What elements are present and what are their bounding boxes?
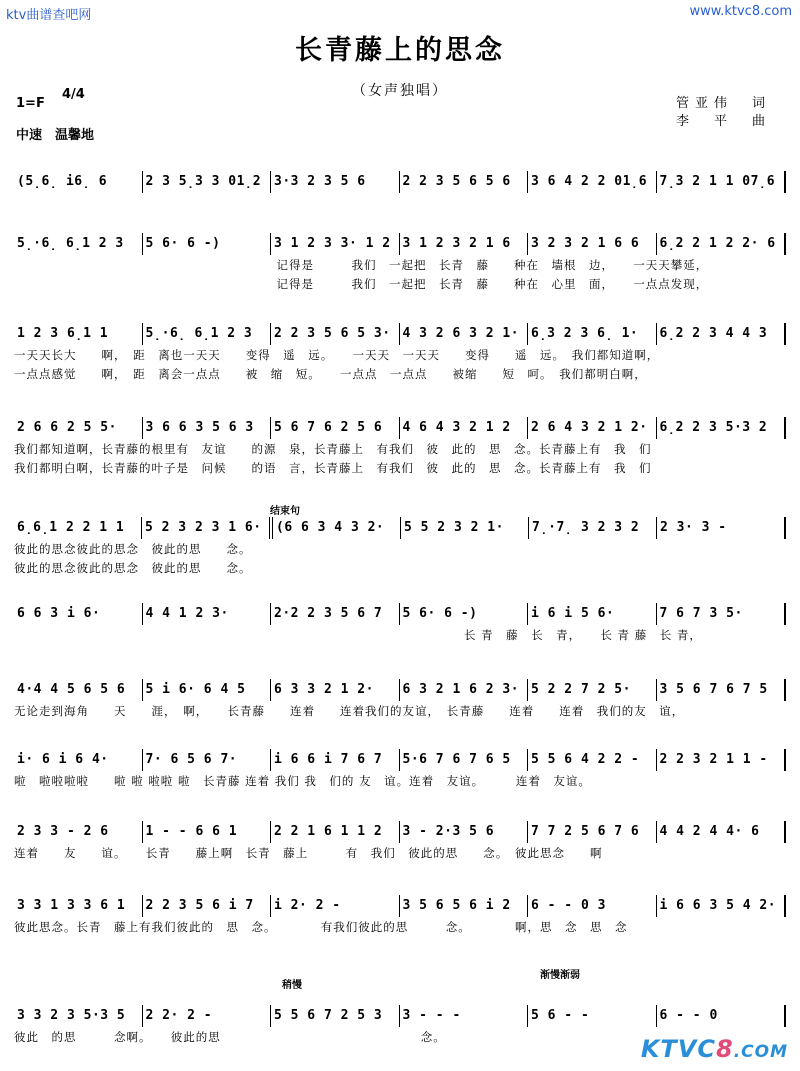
ktvc8-logo (641, 1035, 788, 1063)
logo-suffix: .COM (733, 1042, 788, 1062)
measure: 2 3 3 - 2 6 (14, 821, 143, 843)
measure: 5̣·6̣ 6̣1 2 3 (143, 323, 272, 345)
measure: 5 6· 6 -) (400, 603, 529, 625)
measure: 6̣6̣1 2 2 1 1 (14, 517, 142, 539)
measure: 2 6 6 2 5 5· (14, 417, 143, 439)
measure: 3 5 6 7 6 7 5 (657, 679, 787, 701)
lyric-line: 无论走到海角 天 涯， 啊， 长青藤 连着 连着我们的友谊， 长青藤 连着 连着 我们的友 谊， (14, 704, 685, 718)
measure: 7 7 2 5 6 7 6 (528, 821, 657, 843)
notation-line (14, 416, 786, 440)
music-system (14, 748, 786, 791)
notation-line (14, 602, 786, 626)
measure: 4 6 4 3 2 1 2 (400, 417, 529, 439)
measure: 7̣·7̣ 3 2 3 2 (529, 517, 657, 539)
measure: 1 2 3 6̣1 1 (14, 323, 143, 345)
measure: 5 2 2 7 2 5· (528, 679, 657, 701)
notation-line (14, 170, 786, 194)
measure: 2 6 4 3 2 1 2· (528, 417, 657, 439)
measure: 4·4 4 5 6 5 6 (14, 679, 143, 701)
measure: 5 5 6 4 2 2 - (528, 749, 657, 771)
measure: (6 6 3 4 3 2· (273, 517, 401, 539)
lyric-line: 记得是 我们 一起把 长青 藤 种在 心里 面， 一点点发现， (14, 277, 709, 291)
measure: 3 6 6 3 5 6 3 (143, 417, 272, 439)
measure: 2 2 3 5 6 i 7 (143, 895, 272, 917)
notation-line (14, 322, 786, 346)
measure: 2 3· 3 - (657, 517, 786, 539)
measure: 2 2· 2 - (143, 1005, 272, 1027)
music-system (14, 602, 786, 645)
lyric-line: 记得是 我们 一起把 长青 藤 种在 墙根 边， 一天天攀延， (14, 258, 709, 272)
measure: 3 - 2·3 5 6 (400, 821, 529, 843)
measure: 6 - - 0 (657, 1005, 787, 1027)
song-title: 长青藤上的思念 (295, 35, 505, 66)
measure: 2·2 2 3 5 6 7 (271, 603, 400, 625)
fade-mark: 渐慢渐弱 (540, 970, 580, 981)
notation-line (14, 232, 786, 256)
measure: 5 5 6 7 2 5 3 (271, 1005, 400, 1027)
lyricist-credit: 管亚伟 词 (676, 96, 772, 111)
music-system (14, 894, 786, 937)
measure: 3 3 2 3 5·3 5 (14, 1005, 143, 1027)
music-system (14, 322, 786, 384)
measure: 7· 6 5 6 7· (143, 749, 272, 771)
measure: 6̣2 2 1 2 2· 6 (657, 233, 787, 255)
measure: 4 4 1 2 3· (143, 603, 272, 625)
measure: 6̣3 2 3 6̣ 1· (528, 323, 657, 345)
measure: 3·3 2 3 5 6 (271, 171, 400, 193)
measure: 6̣2 2 3 5·3 2 (657, 417, 787, 439)
measure: i· 6 i 6 4· (14, 749, 143, 771)
measure: 3 6 4 2 2 01̣6 (528, 171, 657, 193)
measure: 7̣3 2 1 1 07̣6 (657, 171, 787, 193)
measure: 5·6 7 6 7 6 5 (400, 749, 529, 771)
measure: i 2· 2 - (271, 895, 400, 917)
notation-line (14, 678, 786, 702)
measure: 5 2 3 2 3 1 6· (142, 517, 273, 539)
measure: 6 - - 0 3 (528, 895, 657, 917)
time-signature: 4/4 (62, 87, 85, 102)
logo-accent: 8 (715, 1035, 734, 1063)
lyric-line: 长 青 藤 长 青， 长 青 藤 长 青， (14, 628, 702, 642)
composer-credit: 李 平 曲 (676, 114, 772, 129)
measure: 2 3 5̣3 3 01̣2 (143, 171, 272, 193)
notation-line (14, 516, 786, 540)
logo-main: KTVC (640, 1035, 716, 1063)
measure: 5 i 6· 6 4 5 (143, 679, 272, 701)
measure: 3 3 1 3 3 6 1 (14, 895, 143, 917)
lyric-line: 彼此思念。长青 藤上有我们彼此的 思 念。 有我们彼此的思 念。 啊，思 念 思 念 (14, 920, 628, 934)
notation-line (14, 1004, 786, 1028)
measure: i 6 i 5 6· (528, 603, 657, 625)
measure: 7 6 7 3 5· (657, 603, 787, 625)
music-system (14, 170, 786, 194)
ending-mark: 结束句 (270, 506, 300, 517)
music-system (14, 416, 786, 478)
notation-line (14, 894, 786, 918)
lyric-line: 彼此的思念彼此的思念 彼此的思 念。 (14, 542, 252, 556)
site-watermark-right: www.ktvc8.com (689, 4, 792, 19)
music-system (14, 678, 786, 721)
site-watermark-left: ktv曲谱查吧网 (6, 8, 92, 23)
lyric-line: 一点点感觉 啊， 距 离会一点点 被 缩 短。 一点点 一点点 被缩 短 呵。 我们都明白啊， (14, 367, 647, 381)
measure: 3 1 2 3 2 1 6 (400, 233, 529, 255)
measure: 5 5 2 3 2 1· (401, 517, 529, 539)
song-subtitle: （女声独唱） (352, 83, 448, 99)
measure: 6 6 3 i 6· (14, 603, 143, 625)
measure: 6̣2 2 3 4 4 3 (657, 323, 787, 345)
measure: 3 2 3 2 1 6 6 (528, 233, 657, 255)
measure: 2 2 3 5 6 5 3· (271, 323, 400, 345)
measure: i 6 6 3 5 4 2· (657, 895, 787, 917)
slow-mark: 稍慢 (282, 980, 302, 991)
lyric-line: 一天天长大 啊， 距 离也一天天 变得 遥 远。 一天天 一天天 变得 遥 远。 我们都知道啊， (14, 348, 660, 362)
measure: 1 - - 6 6 1 (143, 821, 272, 843)
measure: 2 2 1 6 1 1 2 (271, 821, 400, 843)
lyric-line: 彼此 的思 念啊。 彼此的思 念。 (14, 1030, 446, 1044)
music-system (14, 516, 786, 578)
measure: 5 6 - - (528, 1005, 657, 1027)
lyric-line: 啦 啦啦啦啦 啦 啦 啦啦 啦 长青藤 连着 我们 我 们的 友 谊。连着 友谊。 连着 友谊。 (14, 774, 591, 788)
music-system (14, 820, 786, 863)
measure: 3 - - - (400, 1005, 529, 1027)
measure: 3 1 2 3 3· 1 2 (271, 233, 400, 255)
measure: 6 3 2 1 6 2 3· (400, 679, 529, 701)
measure: 5 6 7 6 2 5 6 (271, 417, 400, 439)
key-signature: 1=F (16, 96, 45, 111)
measure: 6 3 3 2 1 2· (271, 679, 400, 701)
measure: 4 4 2 4 4· 6 (657, 821, 787, 843)
measure: i 6 6 i 7 6 7 (271, 749, 400, 771)
lyric-line: 连着 友 谊。 长青 藤上啊 长青 藤上 有 我们 彼此的思 念。 彼此思念 啊 (14, 846, 603, 860)
tempo-marking: 中速 温馨地 (16, 128, 95, 143)
lyric-line: 彼此的思念彼此的思念 彼此的思 念。 (14, 561, 252, 575)
measure: 2 2 3 2 1 1 - (657, 749, 787, 771)
notation-line (14, 748, 786, 772)
measure: 4 3 2 6 3 2 1· (400, 323, 529, 345)
measure: (5̣6̣ i6̣ 6 (14, 171, 143, 193)
lyric-line: 我们都知道啊，长青藤的根里有 友谊 的源 泉，长青藤上 有我们 彼 此的 思 念。长青藤上有 我 们 (14, 442, 652, 456)
lyric-line: 我们都明白啊，长青藤的叶子是 问候 的语 言，长青藤上 有我们 彼 此的 思 念。长青藤上有 我 们 (14, 461, 652, 475)
music-system (14, 232, 786, 294)
measure: 5̣·6̣ 6̣1 2 3 (14, 233, 143, 255)
notation-line (14, 820, 786, 844)
measure: 3 5 6 5 6 i 2 (400, 895, 529, 917)
measure: 5 6· 6 -) (143, 233, 272, 255)
measure: 2 2 3 5 6 5 6 (400, 171, 529, 193)
